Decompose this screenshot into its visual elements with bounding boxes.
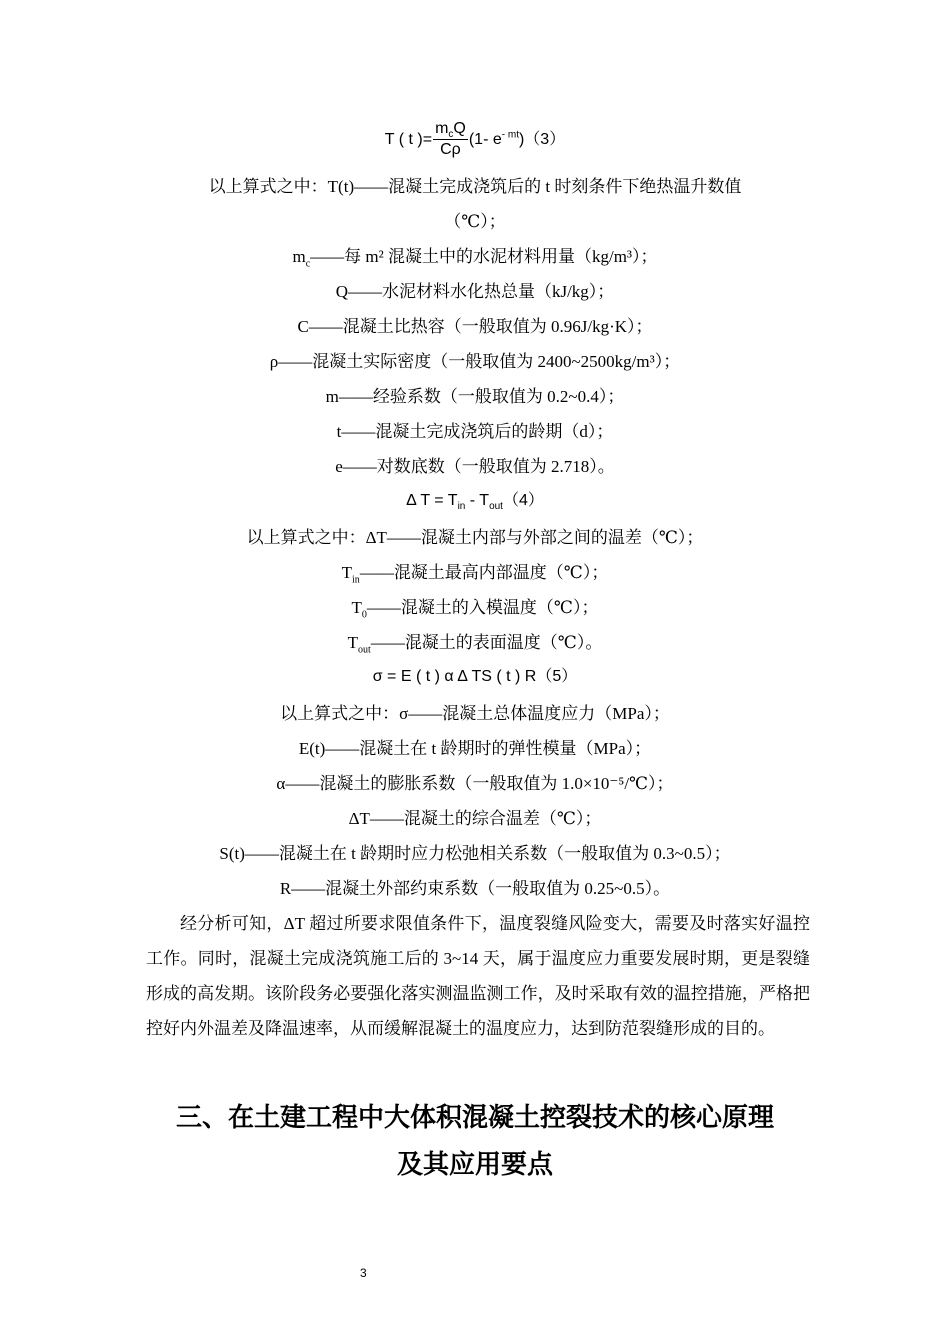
definition-line: $T_{out}——$混凝土的表面温度（℃）。 xyxy=(347,633,603,656)
definition-line: S(t)——混凝土在 t 龄期时应力松弛相关系数（一般取值为 0.3~0.5）； xyxy=(219,844,731,863)
formula-3-denominator: Cρ xyxy=(440,141,461,159)
definition-line: ΔT——混凝土的综合温差（℃）； xyxy=(348,809,602,828)
formula-3-lhs: T ( t )= xyxy=(384,131,433,148)
definition-line: R——混凝土外部约束系数（一般取值为 0.25~0.5）。 xyxy=(279,879,671,898)
formula-3: T ( t )= $\frac{m_cQ}{C\rho}$ (1- $e^{- mt})(3)$ xyxy=(384,120,566,159)
formula-4: Δ $T = T_{in} - T_{out}(4)$ xyxy=(406,492,544,513)
definition-line: 以上算式之中：ΔT——混凝土内部与外部之间的温差（℃）； xyxy=(246,528,704,547)
page-number: 3 xyxy=(360,1266,367,1280)
definition-line: 以上算式之中：T(t)——混凝土完成浇筑后的 t 时刻条件下绝热温升数值 xyxy=(208,177,742,196)
definition-line: m——经验系数（一般取值为 0.2~0.4）； xyxy=(325,387,625,406)
definition-line: ρ——混凝土实际密度（一般取值为 2400~2500kg/m³）； xyxy=(269,352,681,371)
definition-line: e——对数底数（一般取值为 2.718）。 xyxy=(335,457,615,476)
definition-line: Q——水泥材料水化热总量（kJ/kg）； xyxy=(335,282,615,301)
definition-line: （℃）； xyxy=(444,212,506,231)
definition-line: α——混凝土的膨胀系数（一般取值为 1.0×10⁻⁵/℃）； xyxy=(276,774,674,793)
definition-line: t——混凝土完成浇筑后的龄期（d）； xyxy=(336,422,614,441)
definition-line: $m_c——$每 m² 混凝土中的水泥材料用量（kg/m³）； xyxy=(292,247,658,270)
section-heading-line-1: 三、在土建工程中大体积混凝土控裂技术的核心原理 xyxy=(175,1103,774,1133)
definition-line: C——混凝土比热容（一般取值为 0.96J/kg·K）； xyxy=(297,317,653,336)
formula-3-label: （3） xyxy=(524,131,566,148)
formula-5: σ = E ( t ) α Δ TS ( t ) R（5） xyxy=(372,668,578,685)
definition-line: 以上算式之中：σ——混凝土总体温度应力（MPa）； xyxy=(280,704,670,723)
formula-5-label: （5） xyxy=(536,668,578,685)
body-paragraph: 经分析可知，ΔT 超过所要求限值条件下，温度裂缝风险变大，需要及时落实好温控工作。同时，混凝土完成浇筑施工后的 3~14 天，属于温度应力重要发展时期，更是裂缝形成的高发期。该阶段务必要强化落实测温监测工作，及时采取有效的温控措施，严格把控好内外温差及降温速率，从而缓解混凝土的温度应力，达到防范裂缝形成的目的。 xyxy=(146,914,810,1038)
definition-line: $T_{in}——$混凝土最高内部温度（℃）； xyxy=(341,563,609,586)
definition-line: $T_0——$混凝土的入模温度（℃）； xyxy=(351,598,599,621)
formula-4-label: （4） xyxy=(502,492,544,509)
definition-line: E(t)——混凝土在 t 龄期时的弹性模量（MPa）； xyxy=(298,739,652,758)
section-heading-line-2: 及其应用要点 xyxy=(396,1150,553,1180)
formula-3-numerator: $m_cQ$ xyxy=(435,120,466,141)
formula-3-fraction xyxy=(433,119,468,160)
